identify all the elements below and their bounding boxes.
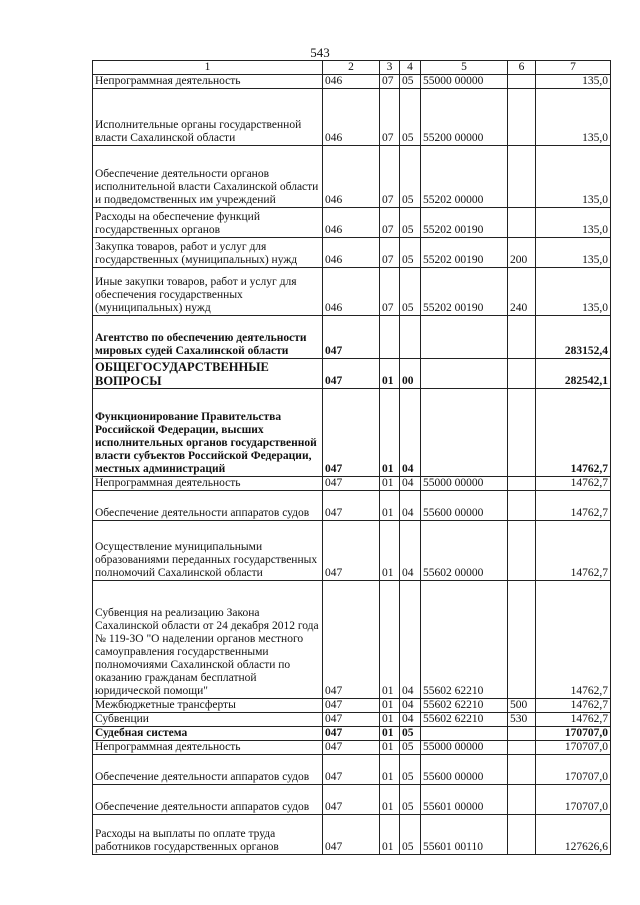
row-code-cell: 047: [323, 491, 380, 521]
row-name-cell: Субвенции: [93, 713, 323, 727]
row-target-article-cell: 55000 00000: [421, 741, 508, 755]
row-section-cell: 01: [380, 699, 400, 713]
column-header: 6: [508, 61, 536, 75]
column-header: 7: [536, 61, 611, 75]
row-amount-cell: 14762,7: [536, 699, 611, 713]
table-row: [93, 389, 611, 477]
row-section-cell: 07: [380, 268, 400, 316]
row-code-cell: 047: [323, 359, 380, 389]
row-subsection-cell: 04: [400, 491, 421, 521]
row-target-article-cell: 55602 00000: [421, 521, 508, 581]
row-amount-cell: 135,0: [536, 268, 611, 316]
row-expense-type-cell: [508, 581, 536, 699]
row-name-cell: Обеспечение деятельности аппаратов судов: [93, 785, 323, 815]
row-subsection-cell: 04: [400, 389, 421, 477]
row-section-cell: 07: [380, 89, 400, 146]
row-target-article-cell: [421, 727, 508, 741]
row-subsection-cell: 05: [400, 146, 421, 208]
row-expense-type-cell: [508, 755, 536, 785]
row-section-cell: 01: [380, 389, 400, 477]
row-expense-type-cell: 500: [508, 699, 536, 713]
row-code-cell: 047: [323, 316, 380, 359]
row-amount-cell: 135,0: [536, 146, 611, 208]
row-target-article-cell: 55602 62210: [421, 713, 508, 727]
row-code-cell: 047: [323, 727, 380, 741]
table-row: [93, 727, 611, 741]
row-target-article-cell: 55202 00190: [421, 238, 508, 268]
row-name-cell: Обеспечение деятельности органов исполнительной власти Сахалинской области и подведомственных им учреждений: [93, 146, 323, 208]
row-section-cell: 01: [380, 785, 400, 815]
row-target-article-cell: 55202 00190: [421, 268, 508, 316]
row-expense-type-cell: [508, 389, 536, 477]
table-body: [93, 75, 611, 855]
table-row: [93, 477, 611, 491]
page-number: 543: [310, 45, 330, 60]
table-row: [93, 785, 611, 815]
row-subsection-cell: 05: [400, 89, 421, 146]
table-row: [93, 755, 611, 785]
row-subsection-cell: 05: [400, 785, 421, 815]
row-expense-type-cell: [508, 477, 536, 491]
row-section-cell: 01: [380, 713, 400, 727]
row-expense-type-cell: [508, 491, 536, 521]
table-row: [93, 741, 611, 755]
row-target-article-cell: 55602 62210: [421, 581, 508, 699]
row-name-cell: Осуществление муниципальными образованиями переданных государственных полномочий Сахалинской области: [93, 521, 323, 581]
table-row: [93, 359, 611, 389]
row-code-cell: 046: [323, 146, 380, 208]
row-subsection-cell: 05: [400, 755, 421, 785]
table-header-row: [93, 61, 611, 75]
row-section-cell: 01: [380, 741, 400, 755]
row-name-cell: Расходы на выплаты по оплате труда работников государственных органов: [93, 815, 323, 855]
row-expense-type-cell: [508, 75, 536, 89]
row-amount-cell: 135,0: [536, 208, 611, 238]
row-name-cell: Непрограммная деятельность: [93, 75, 323, 89]
row-code-cell: 047: [323, 785, 380, 815]
row-amount-cell: 14762,7: [536, 389, 611, 477]
table-row: [93, 699, 611, 713]
row-name-cell: Исполнительные органы государственной власти Сахалинской области: [93, 89, 323, 146]
row-target-article-cell: 55600 00000: [421, 491, 508, 521]
row-name-cell: Непрограммная деятельность: [93, 477, 323, 491]
row-name-cell: Расходы на обеспечение функций государственных органов: [93, 208, 323, 238]
row-name-cell: Функционирование Правительства Российской Федерации, высших исполнительных органов государственной власти субъектов Российской Федерации, местных администраций: [93, 389, 323, 477]
row-expense-type-cell: [508, 785, 536, 815]
table-row: [93, 581, 611, 699]
row-section-cell: 01: [380, 815, 400, 855]
row-target-article-cell: [421, 359, 508, 389]
row-amount-cell: 170707,0: [536, 785, 611, 815]
row-amount-cell: 282542,1: [536, 359, 611, 389]
row-expense-type-cell: [508, 359, 536, 389]
row-target-article-cell: 55000 00000: [421, 477, 508, 491]
row-target-article-cell: 55202 00190: [421, 208, 508, 238]
row-name-cell: ОБЩЕГОСУДАРСТВЕННЫЕ ВОПРОСЫ: [93, 359, 323, 389]
row-name-cell: Обеспечение деятельности аппаратов судов: [93, 755, 323, 785]
row-target-article-cell: 55200 00000: [421, 89, 508, 146]
row-target-article-cell: 55602 62210: [421, 699, 508, 713]
row-target-article-cell: 55601 00110: [421, 815, 508, 855]
row-subsection-cell: 05: [400, 815, 421, 855]
row-expense-type-cell: 200: [508, 238, 536, 268]
row-subsection-cell: 05: [400, 727, 421, 741]
row-name-cell: Обеспечение деятельности аппаратов судов: [93, 491, 323, 521]
row-expense-type-cell: 530: [508, 713, 536, 727]
table-row: [93, 713, 611, 727]
table-row: [93, 316, 611, 359]
row-target-article-cell: 55000 00000: [421, 75, 508, 89]
table-row: [93, 89, 611, 146]
row-target-article-cell: [421, 389, 508, 477]
table-row: [93, 146, 611, 208]
table-row: [93, 491, 611, 521]
row-section-cell: 01: [380, 491, 400, 521]
row-subsection-cell: 05: [400, 208, 421, 238]
table-row: [93, 208, 611, 238]
row-code-cell: 047: [323, 741, 380, 755]
row-amount-cell: 135,0: [536, 238, 611, 268]
row-amount-cell: 14762,7: [536, 521, 611, 581]
row-amount-cell: 14762,7: [536, 491, 611, 521]
row-amount-cell: 14762,7: [536, 713, 611, 727]
row-amount-cell: 283152,4: [536, 316, 611, 359]
table-row: [93, 238, 611, 268]
row-expense-type-cell: [508, 521, 536, 581]
row-subsection-cell: 04: [400, 477, 421, 491]
row-subsection-cell: [400, 316, 421, 359]
row-code-cell: 046: [323, 75, 380, 89]
budget-table: [92, 60, 611, 855]
row-section-cell: 01: [380, 581, 400, 699]
row-section-cell: 07: [380, 238, 400, 268]
row-code-cell: 046: [323, 238, 380, 268]
row-code-cell: 047: [323, 389, 380, 477]
row-section-cell: 01: [380, 359, 400, 389]
row-subsection-cell: 05: [400, 238, 421, 268]
row-expense-type-cell: [508, 741, 536, 755]
row-code-cell: 046: [323, 89, 380, 146]
row-name-cell: Закупка товаров, работ и услуг для государственных (муниципальных) нужд: [93, 238, 323, 268]
table-row: [93, 268, 611, 316]
column-header: 1: [93, 61, 323, 75]
table-row: [93, 75, 611, 89]
row-expense-type-cell: [508, 208, 536, 238]
row-section-cell: 01: [380, 521, 400, 581]
row-amount-cell: 14762,7: [536, 477, 611, 491]
row-name-cell: Иные закупки товаров, работ и услуг для обеспечения государственных (муниципальных) нужд: [93, 268, 323, 316]
row-code-cell: 047: [323, 699, 380, 713]
row-code-cell: 047: [323, 713, 380, 727]
row-section-cell: 07: [380, 75, 400, 89]
row-section-cell: 01: [380, 755, 400, 785]
row-section-cell: [380, 316, 400, 359]
row-expense-type-cell: [508, 89, 536, 146]
row-expense-type-cell: [508, 316, 536, 359]
row-amount-cell: 135,0: [536, 89, 611, 146]
row-name-cell: Непрограммная деятельность: [93, 741, 323, 755]
row-expense-type-cell: [508, 146, 536, 208]
row-name-cell: Субвенция на реализацию Закона Сахалинской области от 24 декабря 2012 года № 119-ЗО "О наделении органов местного самоуправления государственными полномочиями Сахалинской области по оказанию гражданам бесплатной юридической помощи": [93, 581, 323, 699]
row-expense-type-cell: [508, 727, 536, 741]
row-section-cell: 07: [380, 208, 400, 238]
row-target-article-cell: 55601 00000: [421, 785, 508, 815]
row-amount-cell: 14762,7: [536, 581, 611, 699]
row-section-cell: 07: [380, 146, 400, 208]
row-amount-cell: 170707,0: [536, 741, 611, 755]
row-name-cell: Агентство по обеспечению деятельности мировых судей Сахалинской области: [93, 316, 323, 359]
row-amount-cell: 170707,0: [536, 727, 611, 741]
row-amount-cell: 127626,6: [536, 815, 611, 855]
row-code-cell: 047: [323, 581, 380, 699]
table-row: [93, 521, 611, 581]
row-subsection-cell: 04: [400, 713, 421, 727]
row-target-article-cell: [421, 316, 508, 359]
row-code-cell: 047: [323, 755, 380, 785]
row-code-cell: 046: [323, 268, 380, 316]
row-amount-cell: 135,0: [536, 75, 611, 89]
column-header: 4: [400, 61, 421, 75]
row-name-cell: Межбюджетные трансферты: [93, 699, 323, 713]
row-subsection-cell: 05: [400, 268, 421, 316]
row-code-cell: 047: [323, 815, 380, 855]
row-target-article-cell: 55600 00000: [421, 755, 508, 785]
row-subsection-cell: 05: [400, 741, 421, 755]
row-name-cell: Судебная система: [93, 727, 323, 741]
row-amount-cell: 170707,0: [536, 755, 611, 785]
row-code-cell: 047: [323, 521, 380, 581]
row-expense-type-cell: 240: [508, 268, 536, 316]
column-header: 2: [323, 61, 380, 75]
row-subsection-cell: 00: [400, 359, 421, 389]
row-subsection-cell: 04: [400, 699, 421, 713]
row-section-cell: 01: [380, 477, 400, 491]
column-header: 5: [421, 61, 508, 75]
table-row: [93, 815, 611, 855]
row-code-cell: 047: [323, 477, 380, 491]
row-section-cell: 01: [380, 727, 400, 741]
row-subsection-cell: 05: [400, 75, 421, 89]
row-subsection-cell: 04: [400, 581, 421, 699]
row-expense-type-cell: [508, 815, 536, 855]
row-subsection-cell: 04: [400, 521, 421, 581]
row-code-cell: 046: [323, 208, 380, 238]
column-header: 3: [380, 61, 400, 75]
row-target-article-cell: 55202 00000: [421, 146, 508, 208]
